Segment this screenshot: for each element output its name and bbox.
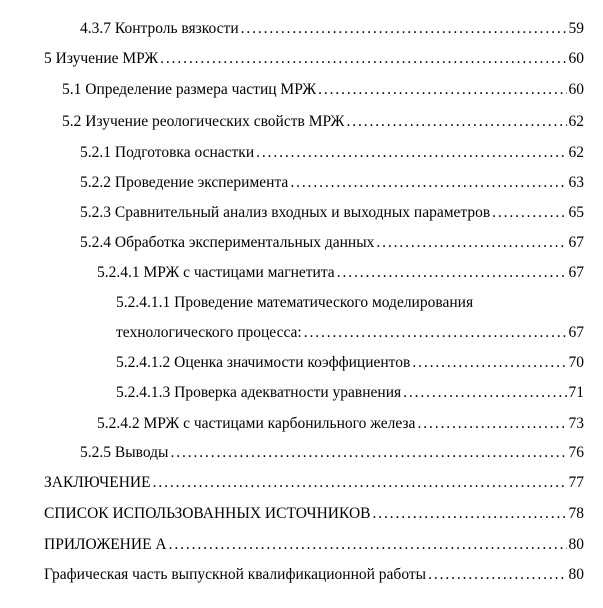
toc-entry-page: 71 [568, 384, 584, 401]
toc-entry-page: 67 [568, 234, 584, 251]
toc-entry-title: 5.2.1 Подготовка оснастки [80, 144, 255, 161]
toc-entry-title: 5.1 Определение размера частиц МРЖ [62, 81, 317, 98]
toc-entry [80, 203, 584, 223]
toc-entry-title: 4.3.7 Контроль вязкости [80, 20, 239, 37]
toc-leader-dots [412, 353, 566, 373]
toc-entry [80, 19, 584, 39]
toc-entry [116, 353, 584, 373]
toc-entry-page: 60 [568, 50, 584, 67]
toc-leader-dots [346, 112, 566, 132]
toc-entry [80, 233, 584, 253]
toc-leader-dots [153, 473, 567, 493]
toc-entry [116, 323, 584, 343]
toc-entry-title: СПИСОК ИСПОЛЬЗОВАННЫХ ИСТОЧНИКОВ [44, 505, 371, 522]
toc-entry [116, 383, 584, 403]
toc-entry [80, 173, 584, 193]
toc-entry-page: 77 [568, 474, 584, 491]
toc-entry [62, 112, 584, 132]
toc-entry [44, 473, 584, 493]
toc-entry-title: 5.2.3 Сравнительный анализ входных и выходных параметров [80, 204, 491, 221]
toc-entry [80, 443, 584, 463]
toc-leader-dots [170, 443, 566, 463]
toc-entry [97, 414, 584, 434]
toc-entry-title: 5.2 Изучение реологических свойств МРЖ [62, 113, 345, 130]
toc-entry-page: 59 [568, 20, 584, 37]
toc-entry-title: 5.2.4.2 МРЖ с частицами карбонильного железа [97, 415, 416, 432]
toc-leader-dots [376, 233, 566, 253]
toc-leader-dots [318, 80, 566, 100]
toc-entry-page: 60 [568, 81, 584, 98]
toc-entry-page: 78 [568, 505, 584, 522]
toc-leader-dots [169, 535, 567, 555]
toc-leader-dots [403, 383, 566, 403]
toc-entry-title: 5 Изучение МРЖ [44, 50, 159, 67]
toc-entry-page: 76 [568, 444, 584, 461]
toc-entry-page: 67 [568, 264, 584, 281]
toc-leader-dots [492, 203, 566, 223]
toc-entry-title: ЗАКЛЮЧЕНИЕ [44, 474, 151, 491]
toc-entry-title: 5.2.4.1 МРЖ с частицами магнетита [97, 264, 335, 281]
toc-leader-dots [256, 143, 566, 163]
toc-entry-page: 80 [568, 566, 584, 583]
toc-entry-page: 62 [568, 113, 584, 130]
toc-entry [44, 49, 584, 69]
toc-entry-title: Графическая часть выпускной квалификационной работы [44, 566, 427, 583]
toc-entry-title: 5.2.4 Обработка экспериментальных данных [80, 234, 375, 251]
toc-entry-title: 5.2.5 Выводы [80, 444, 169, 461]
toc-entry-title: 5.2.2 Проведение эксперимента [80, 174, 289, 191]
toc-leader-dots [372, 504, 566, 524]
toc-entry-first-line [116, 293, 584, 313]
toc-leader-dots [160, 49, 566, 69]
toc-entry-title: 5.2.4.1.1 Проведение математического моделирования [116, 294, 474, 311]
toc-entry [97, 263, 584, 283]
toc-entry-page: 70 [568, 354, 584, 371]
toc-entry [44, 565, 584, 585]
toc-entry-title: 5.2.4.1.2 Оценка значимости коэффициентов [116, 354, 411, 371]
toc-entry-page: 63 [568, 174, 584, 191]
toc-entry-page: 80 [568, 536, 584, 553]
toc-entry-title: 5.2.4.1.3 Проверка адекватности уравнения [116, 384, 402, 401]
toc-entry-page: 65 [568, 204, 584, 221]
toc-entry-page: 67 [568, 324, 584, 341]
toc-entry-title: ПРИЛОЖЕНИЕ А [44, 536, 167, 553]
toc-entry-page: 62 [568, 144, 584, 161]
toc-entry-title: технологического процесса: [116, 324, 302, 341]
toc-entry-page: 73 [568, 415, 584, 432]
toc-leader-dots [241, 19, 567, 39]
toc-leader-dots [304, 323, 567, 343]
toc-leader-dots [337, 263, 567, 283]
toc-leader-dots [290, 173, 566, 193]
toc-leader-dots [417, 414, 566, 434]
toc-entry [44, 504, 584, 524]
toc-entry [44, 535, 584, 555]
toc-entry [80, 143, 584, 163]
toc-entry [62, 80, 584, 100]
toc-leader-dots [428, 565, 566, 585]
